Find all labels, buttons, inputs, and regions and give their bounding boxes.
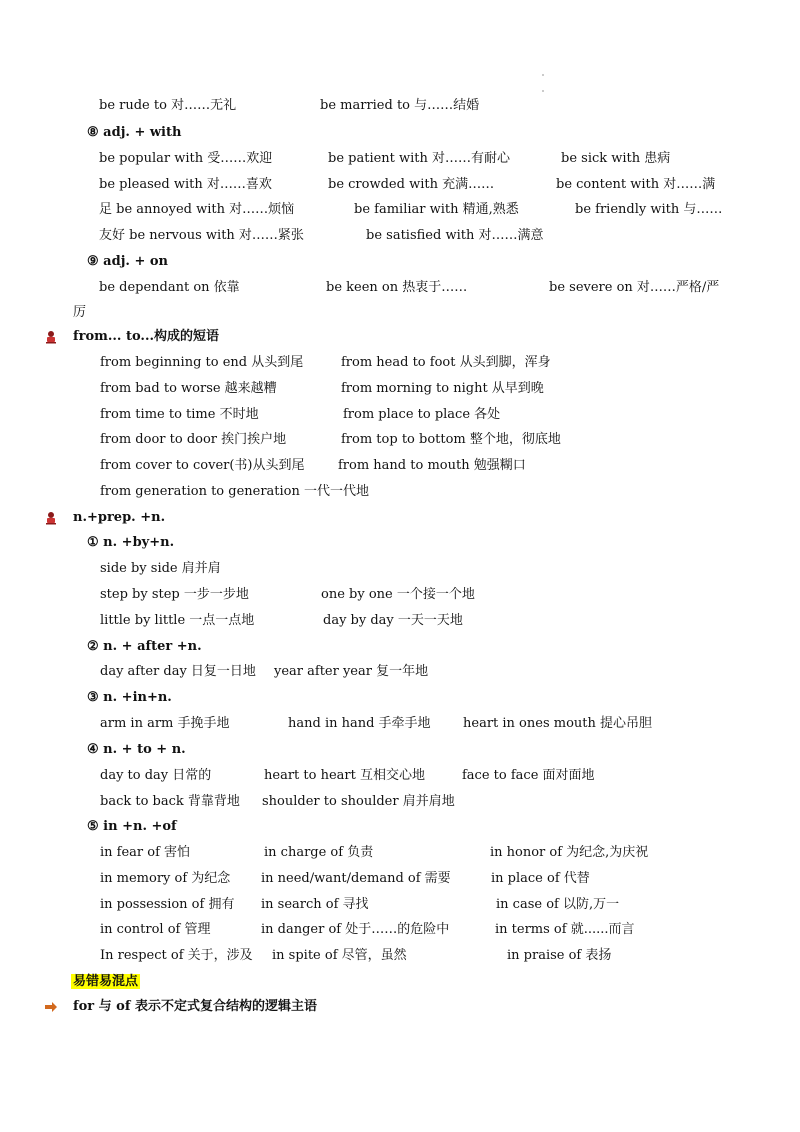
section-heading-n-prep-n: n.+prep. +n. bbox=[73, 510, 166, 525]
phrase: hand in hand 手牵手地 bbox=[288, 716, 431, 731]
phrase: back to back 背靠背地 bbox=[100, 794, 240, 809]
phrase: be keen on 热衷于…… bbox=[326, 280, 468, 295]
phrase: be patient with 对……有耐心 bbox=[328, 151, 511, 166]
phrase: be content with 对……满 bbox=[556, 177, 716, 192]
topic-heading-for-of: for 与 of 表示不定式复合结构的逻辑主语 bbox=[73, 999, 317, 1014]
phrase: be rude to 对……无礼 bbox=[99, 98, 237, 113]
section-heading-from-to: from... to...构成的短语 bbox=[73, 329, 219, 344]
phrase: in control of 管理 bbox=[100, 922, 211, 937]
phrase: from place to place 各处 bbox=[343, 407, 501, 422]
phrase: day to day 日常的 bbox=[100, 768, 212, 783]
phrase: 友好 be nervous with 对……紧张 bbox=[99, 228, 304, 243]
phrase: heart to heart 互相交心地 bbox=[264, 768, 425, 783]
highlight-heading bbox=[71, 973, 140, 991]
phrase: be friendly with 与…… bbox=[575, 202, 723, 217]
phrase-continuation: 厉 bbox=[73, 305, 87, 320]
phrase: from cover to cover(书)从头到尾 bbox=[100, 458, 305, 473]
phrase: in spite of 尽管，虽然 bbox=[272, 948, 407, 963]
subheading-n-in-n: ③ n. +in+n. bbox=[87, 690, 172, 705]
phrase: from generation to generation 一代一代地 bbox=[100, 484, 370, 499]
phrase: day after day 日复一日地 bbox=[100, 664, 256, 679]
phrase: one by one 一个接一个地 bbox=[321, 587, 475, 602]
phrase: in charge of 负责 bbox=[264, 845, 374, 860]
phrase: in search of 寻找 bbox=[261, 897, 369, 912]
highlight-text: 易错易混点 bbox=[73, 974, 139, 989]
phrase: from bad to worse 越来越糟 bbox=[100, 381, 277, 396]
subheading-n-to-n: ④ n. + to + n. bbox=[87, 742, 186, 757]
phrase: from top to bottom 整个地，彻底地 bbox=[341, 432, 561, 447]
subheading-in-n-of: ⑤ in +n. +of bbox=[87, 819, 177, 834]
phrase: be crowded with 充满…… bbox=[328, 177, 495, 192]
phrase: in place of 代替 bbox=[491, 871, 590, 886]
phrase: In respect of 关于，涉及 bbox=[100, 948, 253, 963]
person-icon bbox=[44, 330, 58, 344]
phrase: from door to door 挨门挨户地 bbox=[100, 432, 287, 447]
phrase: step by step 一步一步地 bbox=[100, 587, 249, 602]
phrase: shoulder to shoulder 肩并肩地 bbox=[262, 794, 455, 809]
phrase: be married to 与……结婚 bbox=[320, 98, 480, 113]
phrase: from time to time 不时地 bbox=[100, 407, 259, 422]
phrase: from head to foot 从头到脚，浑身 bbox=[341, 355, 551, 370]
phrase: in danger of 处于……的危险中 bbox=[261, 922, 450, 937]
phrase: heart in ones mouth 提心吊胆 bbox=[463, 716, 653, 731]
phrase: face to face 面对面地 bbox=[462, 768, 595, 783]
phrase: from hand to mouth 勉强糊口 bbox=[338, 458, 526, 473]
phrase: 足 be annoyed with 对……烦恼 bbox=[99, 202, 295, 217]
phrase: from morning to night 从早到晚 bbox=[341, 381, 544, 396]
subheading-n-after-n: ② n. + after +n. bbox=[87, 639, 202, 654]
phrase: be severe on 对……严格/严 bbox=[549, 280, 720, 295]
phrase: in fear of 害怕 bbox=[100, 845, 191, 860]
phrase: in terms of 就......而言 bbox=[495, 922, 635, 937]
subheading-n-by-n: ① n. +by+n. bbox=[87, 535, 175, 550]
phrase: in possession of 拥有 bbox=[100, 897, 235, 912]
phrase: be sick with 患病 bbox=[561, 151, 671, 166]
phrase: be dependant on 依靠 bbox=[99, 280, 240, 295]
phrase: in case of 以防,万一 bbox=[496, 897, 620, 912]
phrase: in honor of 为纪念,为庆祝 bbox=[490, 845, 649, 860]
phrase: be pleased with 对……喜欢 bbox=[99, 177, 272, 192]
subheading-adj-with: ⑧ adj. + with bbox=[87, 125, 182, 140]
phrase: day by day 一天一天地 bbox=[323, 613, 463, 628]
phrase: in memory of 为纪念 bbox=[100, 871, 231, 886]
subheading-adj-on: ⑨ adj. + on bbox=[87, 254, 168, 269]
phrase: from beginning to end 从头到尾 bbox=[100, 355, 304, 370]
phrase: arm in arm 手挽手地 bbox=[100, 716, 230, 731]
phrase: side by side 肩并肩 bbox=[100, 561, 221, 576]
phrase: in praise of 表扬 bbox=[507, 948, 612, 963]
phrase: year after year 复一年地 bbox=[274, 664, 429, 679]
arrow-icon bbox=[44, 1000, 58, 1014]
phrase: be popular with 受……欢迎 bbox=[99, 151, 273, 166]
phrase: be satisfied with 对……满意 bbox=[366, 228, 544, 243]
phrase: little by little 一点一点地 bbox=[100, 613, 255, 628]
person-icon bbox=[44, 511, 58, 525]
phrase: in need/want/demand of 需要 bbox=[261, 871, 451, 886]
scan-dots bbox=[542, 70, 546, 94]
phrase: be familiar with 精通,熟悉 bbox=[354, 202, 519, 217]
